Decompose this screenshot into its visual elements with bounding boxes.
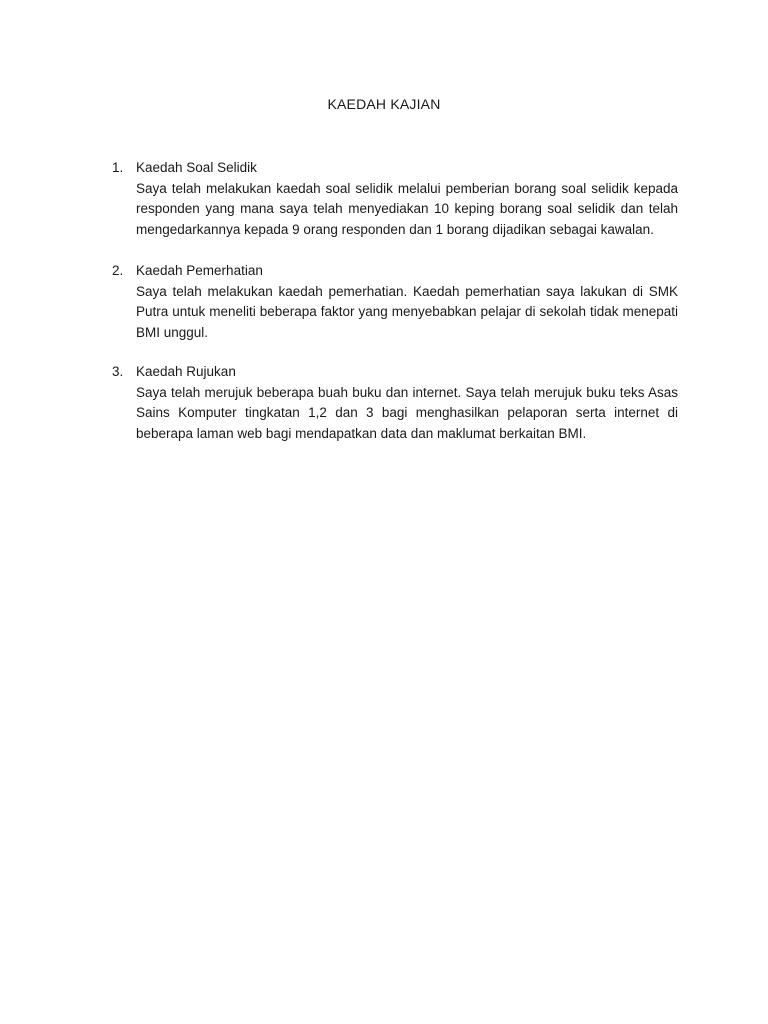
section-heading: Kaedah Pemerhatian [136,263,263,278]
section-body: Saya telah merujuk beberapa buah buku dan internet. Saya telah merujuk buku teks Asas Sains Komputer tingkatan 1,2 dan 3 bagi menghasilkan pelaporan serta internet di beberapa laman web bagi mendapatkan data dan maklumat berkaitan BMI. [136,384,678,441]
list-item-number: 2. [112,263,124,278]
list-item [112,362,678,444]
section-body: Saya telah melakukan kaedah pemerhatian. Kaedah pemerhatian saya lakukan di SMK Putra untuk meneliti beberapa faktor yang menyebabkan pelajar di sekolah tidak menepati BMI unggul. [136,283,678,340]
list-item [112,261,678,343]
list-item [112,158,678,240]
section-heading: Kaedah Rujukan [136,364,236,379]
list-item-number: 3. [112,364,124,379]
section-body: Saya telah melakukan kaedah soal selidik melalui pemberian borang soal selidik kepada responden yang mana saya telah menyediakan 10 keping borang soal selidik dan telah mengedarkannya kepada 9 orang responden dan 1 borang dijadikan sebagai kawalan. [136,180,678,237]
list-item-number: 1. [112,160,124,175]
document-title: KAEDAH KAJIAN [327,96,441,112]
section-heading: Kaedah Soal Selidik [136,160,257,175]
